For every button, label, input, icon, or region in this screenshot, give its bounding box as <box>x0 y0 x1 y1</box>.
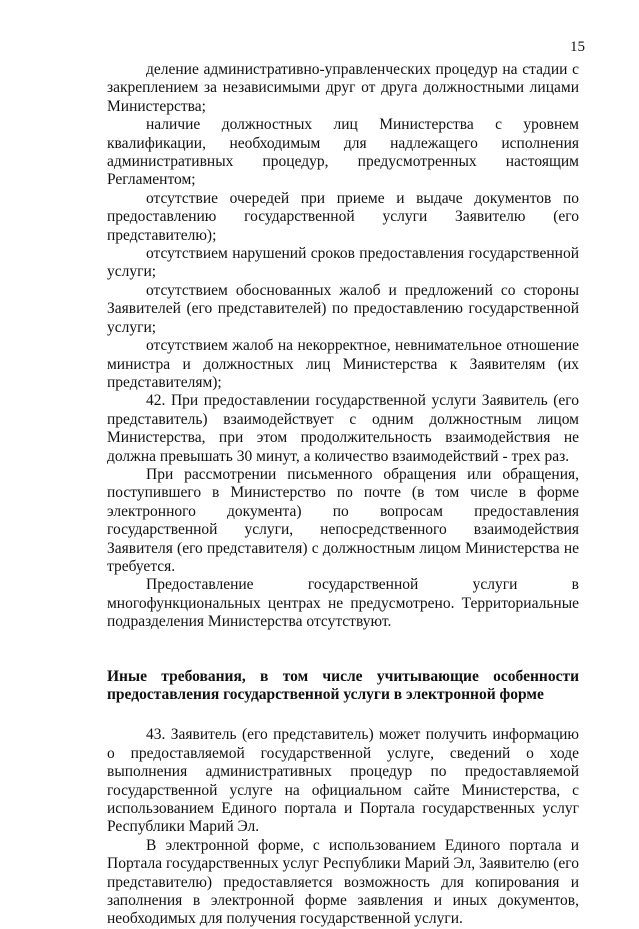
paragraph-written-requests: При рассмотрении письменного обращения или обращения, поступившего в Министерство по почте (в том числе в форме электронного документа) по вопросам предоставления государственной услуги, непосредственного взаимодействия Заявителя (его представителя) с должностным лицом Министерства не требуется. <box>107 465 579 575</box>
paragraph-qualified-staff: наличие должностных лиц Министерства с уровнем квалификации, необходимым для надлежащего исполнения административных процедур, предусмотренных настоящим Регламентом; <box>107 116 579 189</box>
paragraph-electronic-form: В электронной форме, с использованием Единого портала и Портала государственных услуг Республики Марий Эл, Заявителю (его представителю) предоставляется возможность для копирования и заполнения в электронной форме заявления и иных документов, необходимых для получения государственной услуги. <box>107 836 579 928</box>
paragraph-no-queues: отсутствие очередей при приеме и выдаче документов по предоставлению государственной услуги Заявителю (его представителю); <box>107 189 579 244</box>
document-body <box>107 61 579 929</box>
paragraph-no-justified-complaints: отсутствием обоснованных жалоб и предложений со стороны Заявителей (его представителей) по предоставлению государственной услуги; <box>107 281 579 336</box>
page-number: 15 <box>570 39 585 55</box>
section-heading: Иные требования, в том числе учитывающие особенности предоставления государственной услуги в электронной форме <box>107 667 579 703</box>
paragraph-no-deadline-violations: отсутствием нарушений сроков предоставления государственной услуги; <box>107 245 579 281</box>
paragraph-item-43: 43. Заявитель (его представитель) может получить информацию о предоставляемой государственной услуге, сведений о ходе выполнения административных процедур по предоставляемой государственной услуге на официальном сайте Министерства, с использованием Единого портала и Портала государственных услуг Республики Марий Эл. <box>107 726 579 836</box>
paragraph-item-42: 42. При предоставлении государственной услуги Заявитель (его представитель) взаимодействует с одним должностным лицом Министерства, при этом продолжительность взаимодействия не должна превышать 30 минут, а количество взаимодействий - трех раз. <box>107 392 579 465</box>
paragraph-separation-of-procedures: деление административно-управленческих процедур на стадии с закреплением за независимыми друг от друга должностными лицами Министерства; <box>107 61 579 115</box>
paragraph-no-incorrect-attitude-complaints: отсутствием жалоб на некорректное, невнимательное отношение министра и должностных лиц Министерства к Заявителям (их представителям); <box>107 337 579 391</box>
paragraph-multifunctional-centers: Предоставление государственной услуги в многофункциональных центрах не предусмотрено. Территориальные подразделения Министерства отсутствуют. <box>107 576 579 631</box>
